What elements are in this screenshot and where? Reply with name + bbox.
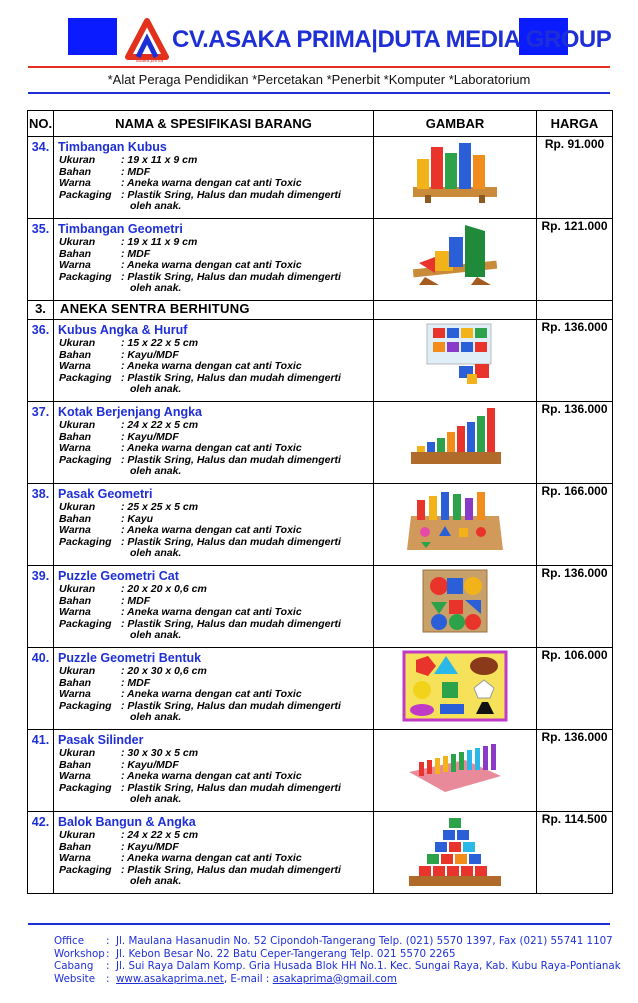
spec-material: : Kayu/MDF (121, 840, 179, 853)
spec-label: Bahan (59, 348, 92, 361)
spec-size: : 15 x 22 x 5 cm (121, 337, 199, 349)
spec-material: : Kayu/MDF (121, 758, 179, 771)
spec-label: Packaging (59, 535, 112, 548)
product-row (28, 402, 613, 484)
geometry-puzzle-image (374, 566, 537, 648)
spec-color: : Aneka warna dengan cat anti Toxic (121, 177, 302, 189)
product-no: 36. (28, 320, 54, 402)
spec-material: : MDF (121, 594, 151, 607)
spec-packaging-cont: oleh anak. (130, 711, 182, 723)
spec-label: Warna (59, 360, 91, 372)
product-row (28, 137, 613, 219)
spec-size: : 30 x 30 x 5 cm (121, 747, 199, 759)
section-empty-cell (374, 301, 537, 320)
spec-color: : Aneka warna dengan cat anti Toxic (121, 852, 302, 864)
footer-row-workshop (54, 948, 621, 961)
spec-label: Ukuran (59, 747, 96, 759)
product-name: Puzzle Geometri Bentuk (58, 651, 202, 665)
spec-label: Warna (59, 259, 91, 271)
product-name: Kubus Angka & Huruf (58, 323, 188, 337)
spec-packaging: : Plastik Sring, Halus dan mudah dimengerti (121, 371, 341, 384)
spec-label: Packaging (59, 863, 112, 876)
product-table (27, 110, 613, 894)
number-stairs-image (374, 402, 537, 484)
spec-color: : Aneka warna dengan cat anti Toxic (121, 770, 302, 782)
spec-label: Warna (59, 524, 91, 536)
spec-label: Bahan (59, 594, 92, 607)
spec-packaging: : Plastik Sring, Halus dan mudah dimengerti (121, 781, 341, 794)
spec-label: Ukuran (59, 337, 96, 349)
product-price: Rp. 121.000 (537, 219, 613, 301)
spec-material: : Kayu/MDF (121, 348, 179, 361)
footer-text: Jl. Sui Raya Dalam Komp. Gria Husada Blok HH No.1. Kec. Sungai Raya, Kab. Kubu Raya-Pontianak (116, 960, 621, 972)
product-details (54, 648, 374, 730)
logo-subtext: asaka prima (136, 58, 164, 64)
product-name: Balok Bangun & Angka (58, 815, 196, 829)
footer-label: Workshop (54, 947, 105, 960)
footer-website-text (116, 973, 621, 986)
footer-sep: : (106, 947, 110, 960)
product-no: 40. (28, 648, 54, 730)
footer-text: Jl. Maulana Hasanudin No. 52 Cipondoh-Tangerang Telp. (021) 5570 1397, Fax (021) 55741 1107 (116, 935, 613, 947)
table-header-row (28, 111, 613, 137)
footer-row-cabang (54, 960, 621, 973)
product-no: 37. (28, 402, 54, 484)
header-price: HARGA (537, 111, 613, 137)
spec-label: Warna (59, 177, 91, 189)
header-no: NO. (28, 111, 54, 137)
footer-row-website (54, 973, 621, 986)
spec-label: Ukuran (59, 154, 96, 166)
spec-label: Packaging (59, 699, 112, 712)
spec-material: : MDF (121, 247, 151, 260)
product-details (54, 484, 374, 566)
spec-label: Bahan (59, 758, 92, 771)
spec-label: Bahan (59, 676, 92, 689)
balance-geometry-image (374, 219, 537, 301)
spec-material: : Kayu/MDF (121, 430, 179, 443)
spec-material: : MDF (121, 676, 151, 689)
product-details (54, 219, 374, 301)
spec-packaging: : Plastik Sring, Halus dan mudah dimengerti (121, 863, 341, 876)
company-logo-icon (124, 17, 170, 61)
product-row (28, 648, 613, 730)
header-name: NAMA & SPESIFIKASI BARANG (54, 111, 374, 137)
product-details (54, 812, 374, 894)
spec-packaging: : Plastik Sring, Halus dan mudah dimengerti (121, 617, 341, 630)
footer-label: Office (54, 935, 85, 947)
section-empty-cell (537, 301, 613, 320)
shape-puzzle-image (374, 648, 537, 730)
product-price: Rp. 114.500 (537, 812, 613, 894)
balance-cubes-image (374, 137, 537, 219)
product-row (28, 812, 613, 894)
spec-label: Bahan (59, 430, 92, 443)
footer-label: Website (54, 972, 96, 985)
product-price: Rp. 106.000 (537, 648, 613, 730)
header-blue-rule (28, 92, 610, 94)
product-no: 41. (28, 730, 54, 812)
product-name: Pasak Geometri (58, 487, 153, 501)
product-name: Pasak Silinder (58, 733, 144, 747)
spec-size: : 20 x 20 x 0,6 cm (121, 583, 207, 595)
spec-color: : Aneka warna dengan cat anti Toxic (121, 524, 302, 536)
product-no: 35. (28, 219, 54, 301)
product-specs (59, 237, 371, 295)
product-specs (59, 338, 371, 396)
spec-material: : Kayu (121, 512, 154, 525)
spec-size: : 20 x 30 x 0,6 cm (121, 665, 207, 677)
spec-color: : Aneka warna dengan cat anti Toxic (121, 442, 302, 454)
spec-size: : 19 x 11 x 9 cm (121, 236, 198, 248)
spec-color: : Aneka warna dengan cat anti Toxic (121, 606, 302, 618)
spec-material: : MDF (121, 165, 151, 178)
product-details (54, 137, 374, 219)
product-specs (59, 748, 371, 806)
spec-label: Packaging (59, 781, 112, 794)
product-specs (59, 502, 371, 560)
spec-packaging-cont: oleh anak. (130, 465, 182, 477)
spec-label: Packaging (59, 188, 112, 201)
product-specs (59, 155, 371, 213)
spec-packaging-cont: oleh anak. (130, 793, 182, 805)
product-no: 42. (28, 812, 54, 894)
product-price: Rp. 166.000 (537, 484, 613, 566)
spec-label: Warna (59, 606, 91, 618)
header-left-blue-block (68, 18, 117, 55)
product-row (28, 219, 613, 301)
product-name: Puzzle Geometri Cat (58, 569, 179, 583)
spec-size: : 25 x 25 x 5 cm (121, 501, 199, 513)
spec-color: : Aneka warna dengan cat anti Toxic (121, 360, 302, 372)
product-details (54, 402, 374, 484)
footer-sep: : (106, 935, 110, 947)
company-name: CV.ASAKA PRIMA|DUTA MEDIA GROUP (172, 26, 612, 53)
number-pyramid-image (374, 812, 537, 894)
spec-packaging: : Plastik Sring, Halus dan mudah dimengerti (121, 270, 341, 283)
spec-label: Packaging (59, 617, 112, 630)
spec-label: Packaging (59, 371, 112, 384)
spec-packaging-cont: oleh anak. (130, 383, 182, 395)
spec-label: Packaging (59, 270, 112, 283)
geometry-pegs-image (374, 484, 537, 566)
spec-label: Bahan (59, 840, 92, 853)
header-red-rule (28, 66, 610, 68)
section-row (28, 301, 613, 320)
product-specs (59, 666, 371, 724)
spec-label: Ukuran (59, 419, 96, 431)
spec-label: Warna (59, 442, 91, 454)
product-row (28, 566, 613, 648)
spec-label: Bahan (59, 512, 92, 525)
footer-sep: : (106, 972, 110, 985)
spec-packaging: : Plastik Sring, Halus dan mudah dimengerti (121, 188, 341, 201)
product-row (28, 730, 613, 812)
spec-packaging-cont: oleh anak. (130, 282, 182, 294)
spec-packaging: : Plastik Sring, Halus dan mudah dimengerti (121, 453, 341, 466)
product-price: Rp. 91.000 (537, 137, 613, 219)
letter-cubes-image (374, 320, 537, 402)
product-price: Rp. 136.000 (537, 402, 613, 484)
website-link[interactable]: www.asakaprima.net (116, 972, 224, 985)
product-details (54, 566, 374, 648)
email-link[interactable]: asakaprima@gmail.com (272, 972, 397, 985)
spec-packaging-cont: oleh anak. (130, 547, 182, 559)
product-name: Timbangan Kubus (58, 140, 167, 154)
product-no: 39. (28, 566, 54, 648)
product-no: 34. (28, 137, 54, 219)
spec-label: Ukuran (59, 501, 96, 513)
product-price: Rp. 136.000 (537, 566, 613, 648)
product-details (54, 320, 374, 402)
product-specs (59, 584, 371, 642)
spec-label: Ukuran (59, 829, 96, 841)
spec-packaging-cont: oleh anak. (130, 200, 182, 212)
footer-row-office (54, 935, 621, 948)
footer-text: Jl. Kebon Besar No. 22 Batu Ceper-Tangerang Telp. 021 5570 2265 (116, 947, 456, 960)
header-image: GAMBAR (374, 111, 537, 137)
spec-packaging-cont: oleh anak. (130, 629, 182, 641)
spec-packaging: : Plastik Sring, Halus dan mudah dimengerti (121, 699, 341, 712)
product-specs (59, 830, 371, 888)
spec-size: : 24 x 22 x 5 cm (121, 419, 199, 431)
footer-contact (54, 935, 621, 985)
product-row (28, 484, 613, 566)
spec-size: : 19 x 11 x 9 cm (121, 154, 198, 166)
cylinder-pegs-image (374, 730, 537, 812)
spec-label: Ukuran (59, 583, 96, 595)
section-no: 3. (28, 301, 54, 320)
footer-blue-rule (28, 923, 610, 925)
spec-label: Ukuran (59, 236, 96, 248)
product-name: Kotak Berjenjang Angka (58, 405, 203, 419)
spec-label: Warna (59, 688, 91, 700)
tagline: *Alat Peraga Pendidikan *Percetakan *Penerbit *Komputer *Laboratorium (107, 72, 531, 87)
spec-color: : Aneka warna dengan cat anti Toxic (121, 688, 302, 700)
footer-label: Cabang (54, 960, 94, 972)
spec-label: Warna (59, 770, 91, 782)
spec-label: Packaging (59, 453, 112, 466)
spec-color: : Aneka warna dengan cat anti Toxic (121, 259, 302, 271)
spec-label: Bahan (59, 165, 92, 178)
email-prefix: , E-mail : (223, 972, 273, 985)
product-price: Rp. 136.000 (537, 730, 613, 812)
spec-packaging-cont: oleh anak. (130, 875, 182, 887)
spec-packaging: : Plastik Sring, Halus dan mudah dimengerti (121, 535, 341, 548)
spec-label: Ukuran (59, 665, 96, 677)
footer-sep: : (106, 960, 110, 972)
product-no: 38. (28, 484, 54, 566)
product-details (54, 730, 374, 812)
spec-label: Bahan (59, 247, 92, 260)
product-price: Rp. 136.000 (537, 320, 613, 402)
spec-label: Warna (59, 852, 91, 864)
product-specs (59, 420, 371, 478)
product-row (28, 320, 613, 402)
product-name: Timbangan Geometri (58, 222, 183, 236)
spec-size: : 24 x 22 x 5 cm (121, 829, 199, 841)
section-title: ANEKA SENTRA BERHITUNG (54, 301, 374, 320)
